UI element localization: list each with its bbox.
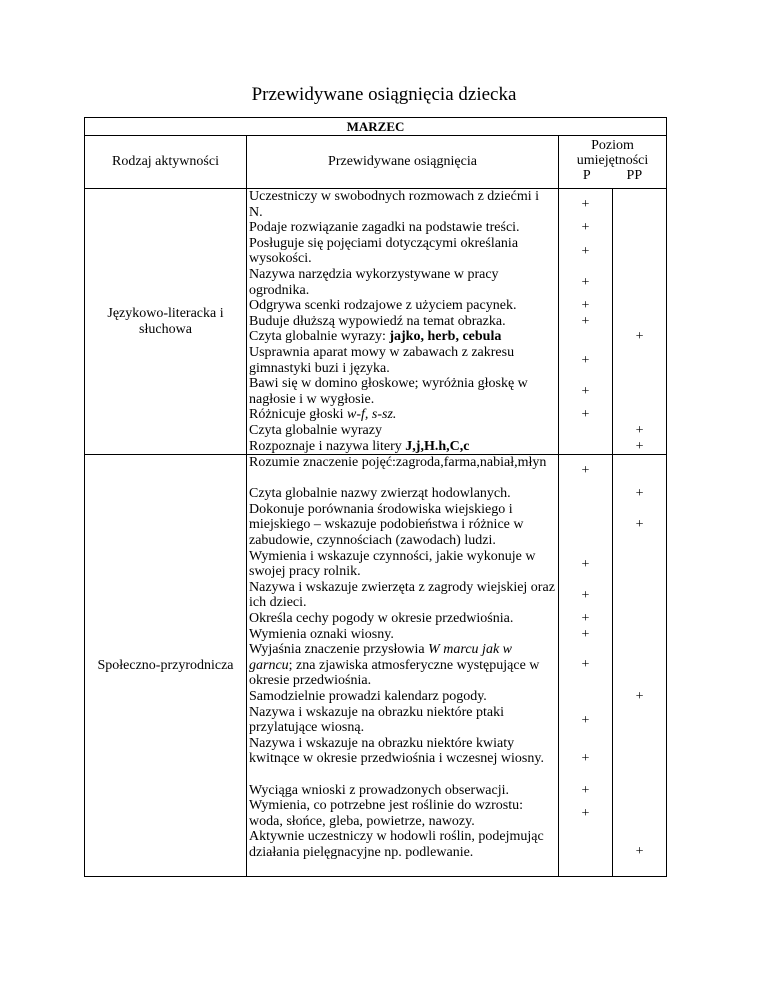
achievement-item: [249, 549, 556, 580]
achievement-text: Wyjaśnia znaczenie przysłowia: [249, 642, 429, 658]
achievement-text: Wymienia oznaki wiosny.: [249, 626, 394, 642]
achievement-text: Nazywa narzędzia wykorzystywane w pracy ogrodnika.: [249, 266, 499, 298]
achievement-text: Samodzielnie prowadzi kalendarz pogody.: [249, 689, 487, 705]
achievement-item: [249, 267, 556, 298]
achievement-text: Nazywa i wskazuje na obrazku niektóre ptaki przylatujące wiosną.: [249, 704, 505, 736]
page-title: Przewidywane osiągnięcia dziecka: [251, 84, 517, 105]
achievement-text-tail: ; zna zjawiska atmosferyczne występujące w okresie przedwiośnia.: [249, 657, 540, 689]
level-p-mark: +: [581, 556, 590, 572]
level-pp-mark: [613, 236, 666, 267]
level-p-mark: +: [581, 587, 590, 603]
achievement-item: [249, 689, 556, 705]
achievement-item: [249, 314, 556, 330]
achievement-item: [249, 798, 556, 829]
level-pp-mark: +: [635, 486, 644, 502]
level-p-mark: +: [581, 657, 590, 673]
achievement-text: Buduje dłuższą wypowiedź na temat obrazka.: [249, 313, 506, 329]
level-p-mark: +: [581, 782, 590, 798]
level-pp-mark: [613, 783, 666, 799]
level-label: Poziom umiejętności: [576, 138, 649, 168]
level-p-mark: [559, 502, 612, 549]
level-pp-mark: +: [635, 689, 644, 705]
col-p-header: P: [582, 168, 591, 183]
achievement-text: Bawi się w domino głoskowe; wyróżnia głoskę w nagłosie i w wygłosie.: [249, 376, 528, 407]
achievement-text: Czyta globalnie wyrazy:: [249, 329, 390, 345]
achievement-item: [249, 642, 556, 689]
level-pp-column: [613, 189, 667, 455]
level-p-mark: +: [581, 352, 590, 368]
achievement-item: [249, 611, 556, 627]
level-pp-mark: [613, 580, 666, 611]
level-p-mark: +: [581, 611, 590, 627]
achievements-table: [84, 117, 667, 877]
achievement-item: [249, 236, 556, 267]
level-pp-mark: +: [635, 516, 644, 532]
achievement-item: [249, 736, 556, 783]
achievement-text: Czyta globalnie nazwy zwierząt hodowlanych.: [249, 486, 511, 502]
level-p-mark: +: [581, 384, 590, 400]
level-pp-mark: [613, 314, 666, 330]
level-p-mark: +: [581, 298, 590, 314]
level-pp-mark: +: [635, 422, 644, 438]
achievement-item: [249, 580, 556, 611]
achievement-text: Różnicuje głoski: [249, 407, 347, 423]
achievements-list: [247, 189, 559, 455]
achievement-text: Uczestniczy w swobodnych rozmowach z dziećmi i N.: [249, 189, 540, 220]
level-p-mark: +: [581, 274, 590, 290]
level-pp-mark: +: [635, 438, 644, 454]
achievement-item: [249, 502, 556, 549]
level-p-mark: +: [581, 220, 590, 236]
level-p-mark: +: [581, 712, 590, 728]
achievement-item: [249, 705, 556, 736]
achievement-bold-text: J,j,H.h,C,c: [405, 438, 470, 454]
level-p-column: [559, 455, 613, 877]
achievement-item: [249, 486, 556, 502]
col-achievements-header: Przewidywane osiągnięcia: [247, 136, 559, 189]
level-pp-mark: [613, 611, 666, 627]
level-p-column: [559, 189, 613, 455]
level-p-mark: +: [581, 243, 590, 259]
level-p-mark: +: [581, 463, 590, 479]
level-pp-mark: [613, 455, 666, 486]
level-pp-mark: [613, 736, 666, 783]
level-pp-mark: [613, 189, 666, 220]
achievement-item: [249, 407, 556, 423]
achievement-text: Wymienia i wskazuje czynności, jakie wykonuje w swojej pracy rolnik.: [249, 548, 536, 580]
achievement-text: Nazywa i wskazuje na obrazku niektóre kwiaty kwitnące w okresie przedwiośnia i wczesnej wiosny.: [249, 735, 544, 767]
activity-category: Językowo-literacka i słuchowa: [85, 189, 247, 455]
achievement-item: [249, 298, 556, 314]
achievement-text: Określa cechy pogody w okresie przedwiośnia.: [249, 611, 514, 627]
level-pp-mark: [613, 298, 666, 314]
achievement-item: [249, 220, 556, 236]
achievement-text: Wyciąga wnioski z prowadzonych obserwacji.: [249, 782, 510, 798]
level-p-mark: +: [581, 626, 590, 642]
achievement-italic-text: w-f, s-sz.: [347, 407, 397, 423]
col-activity-header: Rodzaj aktywności: [85, 136, 247, 189]
level-pp-mark: [613, 705, 666, 736]
level-p-mark: +: [581, 313, 590, 329]
level-pp-mark: +: [635, 329, 644, 345]
level-p-mark: [559, 829, 612, 876]
section-row: [85, 189, 667, 455]
achievement-text: Rozumie znaczenie pojęć:zagroda,farma,nabiał,młyn: [249, 455, 547, 471]
achievement-text: Odgrywa scenki rodzajowe z użyciem pacynek.: [249, 298, 517, 314]
level-pp-mark: [613, 345, 666, 376]
level-pp-column: [613, 455, 667, 877]
achievement-item: [249, 376, 556, 407]
level-pp-mark: [613, 798, 666, 829]
achievements-list: [247, 455, 559, 877]
month-header: MARZEC: [85, 118, 667, 136]
level-p-mark: +: [581, 806, 590, 822]
achievement-item: [249, 783, 556, 799]
achievement-text: Aktywnie uczestniczy w hodowli roślin, podejmując działania pielęgnacyjne np. podlewanie.: [249, 829, 544, 860]
achievement-text: Usprawnia aparat mowy w zabawach z zakresu gimnastyki buzi i języka.: [249, 344, 515, 376]
level-pp-mark: [613, 549, 666, 580]
col-pp-header: PP: [626, 168, 643, 183]
level-p-mark: +: [581, 750, 590, 766]
level-p-mark: +: [581, 197, 590, 212]
level-p-mark: [559, 329, 612, 345]
achievement-item: [249, 829, 556, 876]
achievement-bold-text: jajko, herb, cebula: [389, 329, 502, 345]
achievement-item: [249, 423, 556, 439]
level-pp-mark: [613, 376, 666, 407]
level-p-mark: +: [581, 407, 590, 423]
level-pp-mark: [613, 627, 666, 643]
level-pp-mark: [613, 220, 666, 236]
achievement-item: [249, 439, 556, 455]
achievement-text: Czyta globalnie wyrazy: [249, 422, 382, 438]
achievement-text: Posługuje się pojęciami dotyczącymi określania wysokości.: [249, 235, 519, 267]
activity-category: Społeczno-przyrodnicza: [85, 455, 247, 877]
level-p-mark: [559, 439, 612, 455]
achievement-italic-text: W marcu jak w garncu: [249, 642, 512, 673]
col-level-header: [559, 136, 667, 189]
level-pp-mark: [613, 642, 666, 689]
level-p-mark: [559, 486, 612, 502]
achievement-text: Wymienia, co potrzebne jest roślinie do wzrostu: woda, słońce, gleba, powietrze, nawozy.: [249, 798, 524, 829]
achievement-item: [249, 627, 556, 643]
achievement-text: Dokonuje porównania środowiska wiejskiego i miejskiego – wskazuje podobieństwa i różnice w zabudowie, czynnościach (zawodach) ludzi.: [249, 501, 524, 549]
achievement-item: [249, 455, 556, 486]
achievement-text: Podaje rozwiązanie zagadki na podstawie treści.: [249, 220, 520, 236]
achievement-text: Nazywa i wskazuje zwierzęta z zagrody wiejskiej oraz ich dzieci.: [249, 579, 555, 611]
achievement-text: Rozpoznaje i nazywa litery: [249, 438, 406, 454]
section-row: [85, 455, 667, 877]
achievement-item: [249, 329, 556, 345]
achievement-item: [249, 345, 556, 376]
level-p-mark: [559, 423, 612, 439]
level-pp-mark: +: [635, 844, 644, 860]
level-pp-mark: [613, 407, 666, 423]
achievement-item: [249, 189, 556, 220]
level-pp-mark: [613, 267, 666, 298]
level-p-mark: [559, 689, 612, 705]
